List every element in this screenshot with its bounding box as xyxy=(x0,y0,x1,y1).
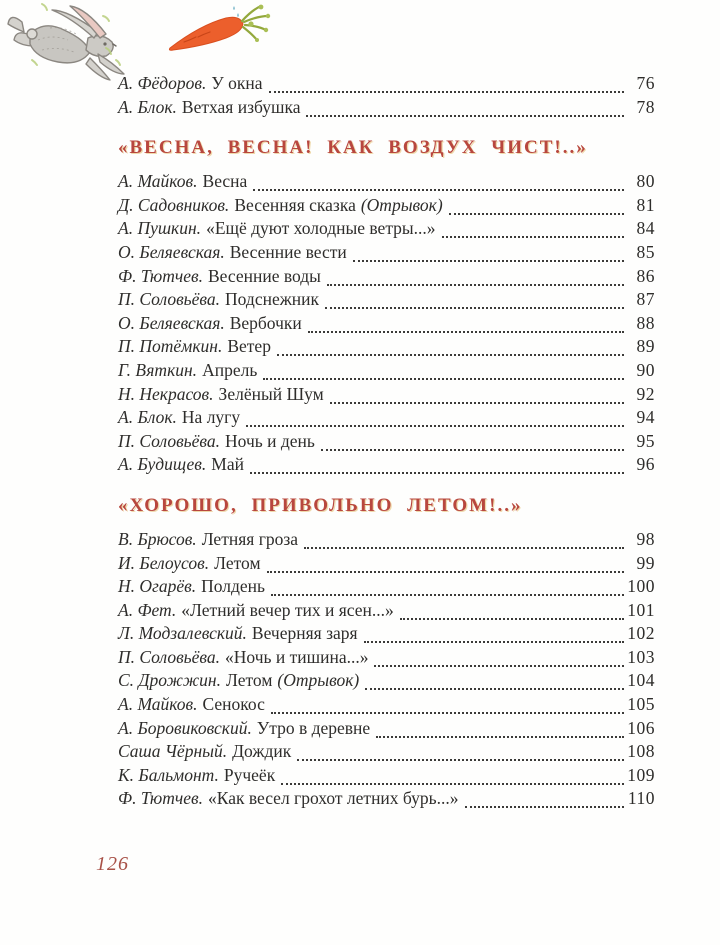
dot-leader xyxy=(277,335,624,356)
entry-author: А. Фёдоров. xyxy=(118,73,207,93)
entry-title: Подснежник xyxy=(225,289,320,310)
entry-page-number: 88 xyxy=(636,312,655,333)
entry-page-number: 105 xyxy=(627,694,655,715)
dot-leader xyxy=(376,717,624,738)
dot-leader xyxy=(246,406,624,427)
entry-page-number: 98 xyxy=(636,528,655,549)
entry-note: (Отрывок) xyxy=(360,194,443,215)
entry-author: П. Соловьёва. xyxy=(118,430,221,451)
entry-page-number: 95 xyxy=(636,430,655,451)
entry-title: У окна xyxy=(211,73,263,93)
entry-title: Сенокос xyxy=(202,694,265,715)
entry-page-number: 109 xyxy=(627,764,655,785)
green-speckles xyxy=(30,0,160,70)
entry-title: Весенняя сказка xyxy=(234,194,356,215)
toc-entry xyxy=(118,669,655,693)
entry-page-number: 96 xyxy=(636,454,655,475)
entry-title: Весенние вести xyxy=(229,241,347,262)
entry-page-number: 108 xyxy=(627,741,655,762)
dot-leader xyxy=(250,453,624,474)
dot-leader xyxy=(364,622,624,643)
entry-title: Вербочки xyxy=(229,312,302,333)
toc-entry xyxy=(118,430,655,454)
toc-entry xyxy=(118,96,655,120)
dot-leader xyxy=(297,740,624,761)
entry-page-number: 76 xyxy=(636,73,655,93)
entry-title: Дождик xyxy=(232,741,292,762)
section-heading: «ВЕСНА, ВЕСНА! КАК ВОЗДУХ ЧИСТ!..» xyxy=(118,137,588,159)
dot-leader xyxy=(374,646,624,667)
dot-leader xyxy=(267,552,624,573)
entry-page-number: 104 xyxy=(627,670,655,691)
entry-title: «Ещё дуют холодные ветры...» xyxy=(206,218,436,239)
toc-entry xyxy=(118,312,655,336)
entry-author: Саша Чёрный. xyxy=(118,741,228,762)
entry-page-number: 94 xyxy=(636,407,655,428)
entry-page-number: 81 xyxy=(636,194,655,215)
entry-title: Утро в деревне xyxy=(256,717,371,738)
page-number-footer: 126 xyxy=(96,853,129,875)
toc-entry xyxy=(118,72,655,96)
entry-title: Ночь и день xyxy=(225,430,315,451)
entry-title: Ветхая избушка xyxy=(181,96,301,117)
entry-title: «Как весел грохот летних бурь...» xyxy=(208,788,459,809)
entry-author: И. Белоусов. xyxy=(118,552,210,573)
dot-leader xyxy=(263,359,624,380)
entry-author: К. Бальмонт. xyxy=(118,764,219,785)
entry-title: Ветер xyxy=(227,336,271,357)
dot-leader xyxy=(442,217,624,238)
entry-author: О. Беляевская. xyxy=(118,312,225,333)
dot-leader xyxy=(327,265,624,286)
entry-page-number: 80 xyxy=(636,171,655,192)
entry-title: Май xyxy=(211,454,244,475)
entry-title: Весна xyxy=(202,171,248,192)
entry-author: А. Пушкин. xyxy=(118,218,202,239)
entry-page-number: 89 xyxy=(636,336,655,357)
entry-page-number: 84 xyxy=(636,218,655,239)
dot-leader xyxy=(271,575,624,596)
entry-page-number: 110 xyxy=(627,788,655,809)
toc-entry xyxy=(118,170,655,194)
entry-note: (Отрывок) xyxy=(277,670,360,691)
entry-author: Л. Модзалевский. xyxy=(118,623,247,644)
dot-leader xyxy=(465,787,624,808)
entry-page-number: 78 xyxy=(636,96,655,117)
entry-page-number: 85 xyxy=(636,241,655,262)
section-heading: «ХОРОШО, ПРИВОЛЬНО ЛЕТОМ!..» xyxy=(118,494,523,516)
toc-entry xyxy=(118,646,655,670)
entry-title: Летняя гроза xyxy=(201,528,299,549)
toc-entry xyxy=(118,383,655,407)
entry-title: Вечерняя заря xyxy=(251,623,358,644)
entry-title: Ручеёк xyxy=(223,764,276,785)
toc-entry xyxy=(118,552,655,576)
entry-author: О. Беляевская. xyxy=(118,241,225,262)
entry-page-number: 102 xyxy=(627,623,655,644)
entry-author: П. Потёмкин. xyxy=(118,336,223,357)
entry-author: Н. Некрасов. xyxy=(118,383,214,404)
entry-page-number: 106 xyxy=(627,717,655,738)
entry-page-number: 87 xyxy=(636,289,655,310)
dot-leader xyxy=(253,170,624,191)
dot-leader xyxy=(281,764,624,785)
toc-entry xyxy=(118,622,655,646)
entry-page-number: 103 xyxy=(627,646,655,667)
entry-author: А. Блок. xyxy=(118,96,177,117)
dot-leader xyxy=(365,669,624,690)
toc-entry xyxy=(118,717,655,741)
toc-entry xyxy=(118,406,655,430)
entry-title: «Ночь и тишина...» xyxy=(225,646,369,667)
toc-entry xyxy=(118,194,655,218)
entry-author: А. Боровиковский. xyxy=(118,717,252,738)
entry-title: Летом xyxy=(225,670,273,691)
entry-title: На лугу xyxy=(181,407,241,428)
toc-entry xyxy=(118,764,655,788)
toc-entry xyxy=(118,335,655,359)
toc-entry xyxy=(118,528,655,552)
table-of-contents xyxy=(118,72,655,811)
entry-author: Ф. Тютчев. xyxy=(118,788,203,809)
toc-entry xyxy=(118,265,655,289)
toc-entry xyxy=(118,787,655,811)
dot-leader xyxy=(353,241,624,262)
toc-entry xyxy=(118,693,655,717)
dot-leader xyxy=(271,693,624,714)
toc-entry xyxy=(118,241,655,265)
dot-leader xyxy=(321,430,624,451)
dot-leader xyxy=(325,288,624,309)
toc-entry xyxy=(118,740,655,764)
entry-author: В. Брюсов. xyxy=(118,528,197,549)
dot-leader xyxy=(308,312,624,333)
entry-author: А. Майков. xyxy=(118,171,198,192)
entry-title: Весенние воды xyxy=(208,265,321,286)
toc-entry xyxy=(118,359,655,383)
toc-entry xyxy=(118,575,655,599)
entry-author: Д. Садовников. xyxy=(118,194,230,215)
entry-author: А. Будищев. xyxy=(118,454,207,475)
entry-author: П. Соловьёва. xyxy=(118,289,221,310)
dot-leader xyxy=(269,72,624,93)
toc-entry xyxy=(118,599,655,623)
entry-author: Ф. Тютчев. xyxy=(118,265,203,286)
entry-author: П. Соловьёва. xyxy=(118,646,221,667)
entry-title: Полдень xyxy=(201,576,266,597)
dot-leader xyxy=(449,194,624,215)
entry-title: Апрель xyxy=(202,359,258,380)
entry-author: А. Майков. xyxy=(118,694,198,715)
entry-author: Г. Вяткин. xyxy=(118,359,198,380)
dot-leader xyxy=(400,599,624,620)
entry-author: Н. Огарёв. xyxy=(118,576,197,597)
entry-author: С. Дрожжин. xyxy=(118,670,221,691)
dot-leader xyxy=(330,383,624,404)
entry-page-number: 90 xyxy=(636,359,655,380)
entry-page-number: 100 xyxy=(627,576,655,597)
entry-page-number: 92 xyxy=(636,383,655,404)
dot-leader xyxy=(304,528,624,549)
entry-title: Зелёный Шум xyxy=(218,383,324,404)
toc-entry xyxy=(118,453,655,477)
entry-title: Летом xyxy=(214,552,261,573)
entry-page-number: 86 xyxy=(636,265,655,286)
dot-leader xyxy=(306,96,624,117)
entry-title: «Летний вечер тих и ясен...» xyxy=(181,599,394,620)
entry-page-number: 101 xyxy=(627,599,655,620)
carrot-illustration xyxy=(160,2,275,60)
entry-author: А. Фет. xyxy=(118,599,177,620)
entry-page-number: 99 xyxy=(636,552,655,573)
toc-entry xyxy=(118,288,655,312)
entry-author: А. Блок. xyxy=(118,407,177,428)
toc-entry xyxy=(118,217,655,241)
